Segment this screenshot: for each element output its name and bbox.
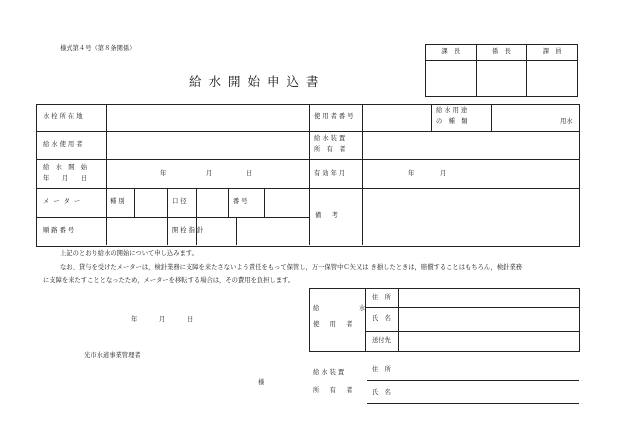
use-type-label-2: の 種 類: [436, 118, 468, 125]
opening-reading-label: 開栓指針: [172, 227, 206, 234]
approval-header-chief: 課 長: [426, 45, 477, 61]
use-type-suffix: 用水: [560, 118, 573, 125]
owner-name-field[interactable]: [400, 385, 576, 402]
valid-label: 有効年月: [314, 170, 348, 177]
owner-address-underline: [367, 380, 579, 381]
honorific: 様: [258, 379, 265, 386]
use-type-label-1: 給水用途: [436, 107, 470, 114]
owner-block-label-1: 給水装置: [313, 369, 347, 376]
water-user-label: 給水使用者: [43, 141, 85, 148]
form-title: 給水開始申込書: [189, 74, 326, 89]
owner-field[interactable]: [364, 133, 576, 157]
route-number-field[interactable]: [108, 219, 165, 243]
owner-address-field[interactable]: [400, 362, 576, 379]
start-date-label-1: 給 水 開 始: [43, 164, 88, 171]
applicant-name-label: 氏 名: [372, 315, 391, 322]
meter-bore-field[interactable]: [198, 190, 226, 215]
owner-block-label-2: 所 有 者: [313, 387, 355, 394]
approval-header-staff: 課 員: [527, 45, 578, 61]
applicant-send-field[interactable]: [400, 333, 576, 349]
remarks-field[interactable]: [364, 190, 576, 243]
applicant-send-label: 送付先: [372, 337, 391, 344]
approval-stamp-subchief[interactable]: [476, 61, 527, 97]
remarks-label: 備 考: [315, 212, 340, 219]
start-day: 日: [246, 170, 253, 177]
water-user-field[interactable]: [108, 133, 307, 157]
application-year: 年: [131, 316, 138, 323]
application-month: 月: [159, 316, 166, 323]
applicant-label-1: 給 水: [313, 305, 375, 312]
user-number-field[interactable]: [364, 106, 429, 130]
valid-month: 月: [440, 170, 447, 177]
meter-number-field[interactable]: [266, 190, 307, 215]
location-field[interactable]: [108, 106, 307, 130]
owner-name-label: 氏 名: [372, 389, 391, 396]
start-month: 月: [206, 170, 213, 177]
application-day: 日: [187, 316, 194, 323]
approval-header-subchief: 係 長: [476, 45, 527, 61]
approval-stamp-chief[interactable]: [426, 61, 477, 97]
location-label: 水栓所在地: [43, 113, 85, 120]
meter-type-field[interactable]: [136, 190, 165, 215]
meter-number-label: 番号: [233, 198, 250, 205]
form-number: 様式第４号（第８条関係）: [60, 45, 136, 52]
owner-label-2: 所 有 者: [314, 146, 346, 153]
use-type-field[interactable]: [493, 106, 557, 130]
route-number-label: 順路番号: [43, 227, 77, 234]
owner-name-underline: [367, 403, 579, 404]
addressee: 光市水道事業管理者: [84, 352, 141, 359]
opening-reading-field[interactable]: [238, 219, 307, 243]
start-date-field[interactable]: [108, 161, 307, 186]
start-year: 年: [160, 170, 167, 177]
approval-box: [425, 44, 578, 97]
declaration-line-1: 上記のとおり給水の開始について申し込みます。: [60, 250, 198, 257]
meter-type-label: 種別: [110, 198, 127, 205]
meter-bore-label: 口径: [172, 198, 189, 205]
valid-year: 年: [408, 170, 415, 177]
applicant-label-2: 使 用 者: [313, 321, 355, 328]
declaration-line-3: に支障を来たすこととなったため，メーターを移転する場合は，その費用を負担します。: [43, 277, 295, 284]
owner-address-label: 住 所: [372, 366, 391, 373]
valid-field[interactable]: [364, 161, 576, 186]
meter-label: メーター: [43, 198, 85, 205]
applicant-name-field[interactable]: [400, 309, 576, 330]
applicant-address-label: 住 所: [372, 294, 391, 301]
start-date-label-2: 年 月 日: [43, 175, 88, 182]
approval-stamp-staff[interactable]: [527, 61, 578, 97]
declaration-line-2: なお、貸与を受けたメーターは，検針業務に支障を来たさないよう責任をもって保管し，万一保管中Ｃ矢又は き損したときは，賠償することはもちろん，検針業務: [60, 264, 523, 271]
owner-label-1: 給水装置: [314, 135, 348, 142]
user-number-label: 使用者番号: [314, 113, 356, 120]
applicant-address-field[interactable]: [400, 290, 576, 306]
